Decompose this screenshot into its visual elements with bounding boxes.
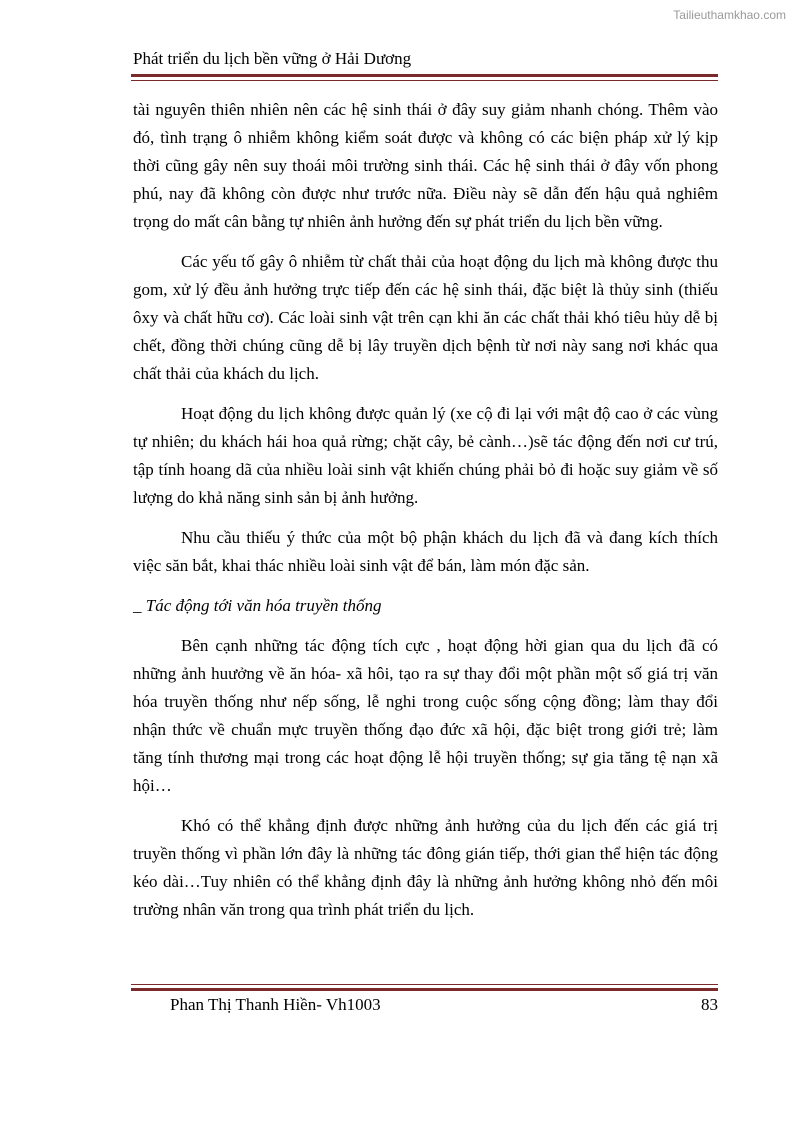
footer-author: Phan Thị Thanh Hiền- Vh1003 [170, 995, 381, 1014]
paragraph-1: tài nguyên thiên nhiên nên các hệ sinh thái ở đây suy giảm nhanh chóng. Thêm vào đó, tình trạng ô nhiễm không kiểm soát được và không có các biện pháp xử lý kịp thời cũng gây nên suy thoái môi trường sinh thái. Các hệ sinh thái ở đây vốn phong phú, nay đã không còn được như trước nữa. Điều này sẽ dẫn đến hậu quả nghiêm trọng do mất cân bằng tự nhiên ảnh hưởng đến sự phát triển du lịch bền vững. [133, 100, 718, 231]
section-heading: _ Tác động tới văn hóa truyền thống [133, 596, 382, 615]
watermark: Tailieuthamkhao.com [673, 8, 786, 22]
paragraph-2: Các yếu tố gây ô nhiễm từ chất thải của hoạt động du lịch mà không được thu gom, xử lý đều ảnh hưởng trực tiếp đến các hệ sinh thái, đặc biệt là thủy sinh (thiếu ôxy và chất hữu cơ). Các loài sinh vật trên cạn khi ăn các chất thải khó tiêu hủy dễ bị chết, đồng thời chúng cũng dễ bị lây truyền dịch bệnh từ nơi này sang nơi khác qua chất thải của khách du lịch. [133, 252, 718, 383]
page-number: 83 [701, 995, 718, 1014]
paragraph-6: Khó có thể khẳng định được những ảnh hưởng của du lịch đến các giá trị truyền thống vì phần lớn đây là những tác đông gián tiếp, thới gian thể hiện tác động kéo dài…Tuy nhiên có thể khẳng định đây là những ảnh hưởng không nhỏ đến môi trường nhân văn trong qua trình phát triển du lịch. [133, 816, 718, 919]
paragraph-5: Bên cạnh những tác động tích cực , hoạt động hời gian qua du lịch đã có những ảnh huưởng về ăn hóa- xã hôi, tạo ra sự thay đổi một phần một số giá trị văn hóa truyền thống như nếp sống, lễ nghi trong cuộc sống cộng đồng; làm thay đổi nhận thức về chuẩn mực truyền thống đạo đức xã hội, đặc biệt trong giới trẻ; làm tăng tính thương mại trong các hoạt động lễ hội truyền thống; sự gia tăng tệ nạn xã hội… [133, 636, 718, 795]
paragraph-4: Nhu cầu thiếu ý thức của một bộ phận khách du lịch đã và đang kích thích việc săn bắt, khai thác nhiều loài sinh vật để bán, làm món đặc sản. [133, 528, 718, 575]
header-rule-thick [131, 74, 718, 77]
header-rule-thin [131, 80, 718, 81]
paragraph-3: Hoạt động du lịch không được quản lý (xe cộ đi lại với mật độ cao ở các vùng tự nhiên; du khách hái hoa quả rừng; chặt cây, bẻ cành…)sẽ tác động đến nơi cư trú, tập tính hoang dã của nhiều loài sinh vật khiến chúng phải bỏ đi hoặc suy giảm về số lượng do khả năng sinh sản bị ảnh hưởng. [133, 404, 718, 507]
page-content [133, 96, 718, 936]
footer-rule-thin [131, 984, 718, 985]
page-header-title: Phát triển du lịch bền vững ở Hải Dương [133, 49, 412, 68]
footer-rule-thick [131, 988, 718, 991]
